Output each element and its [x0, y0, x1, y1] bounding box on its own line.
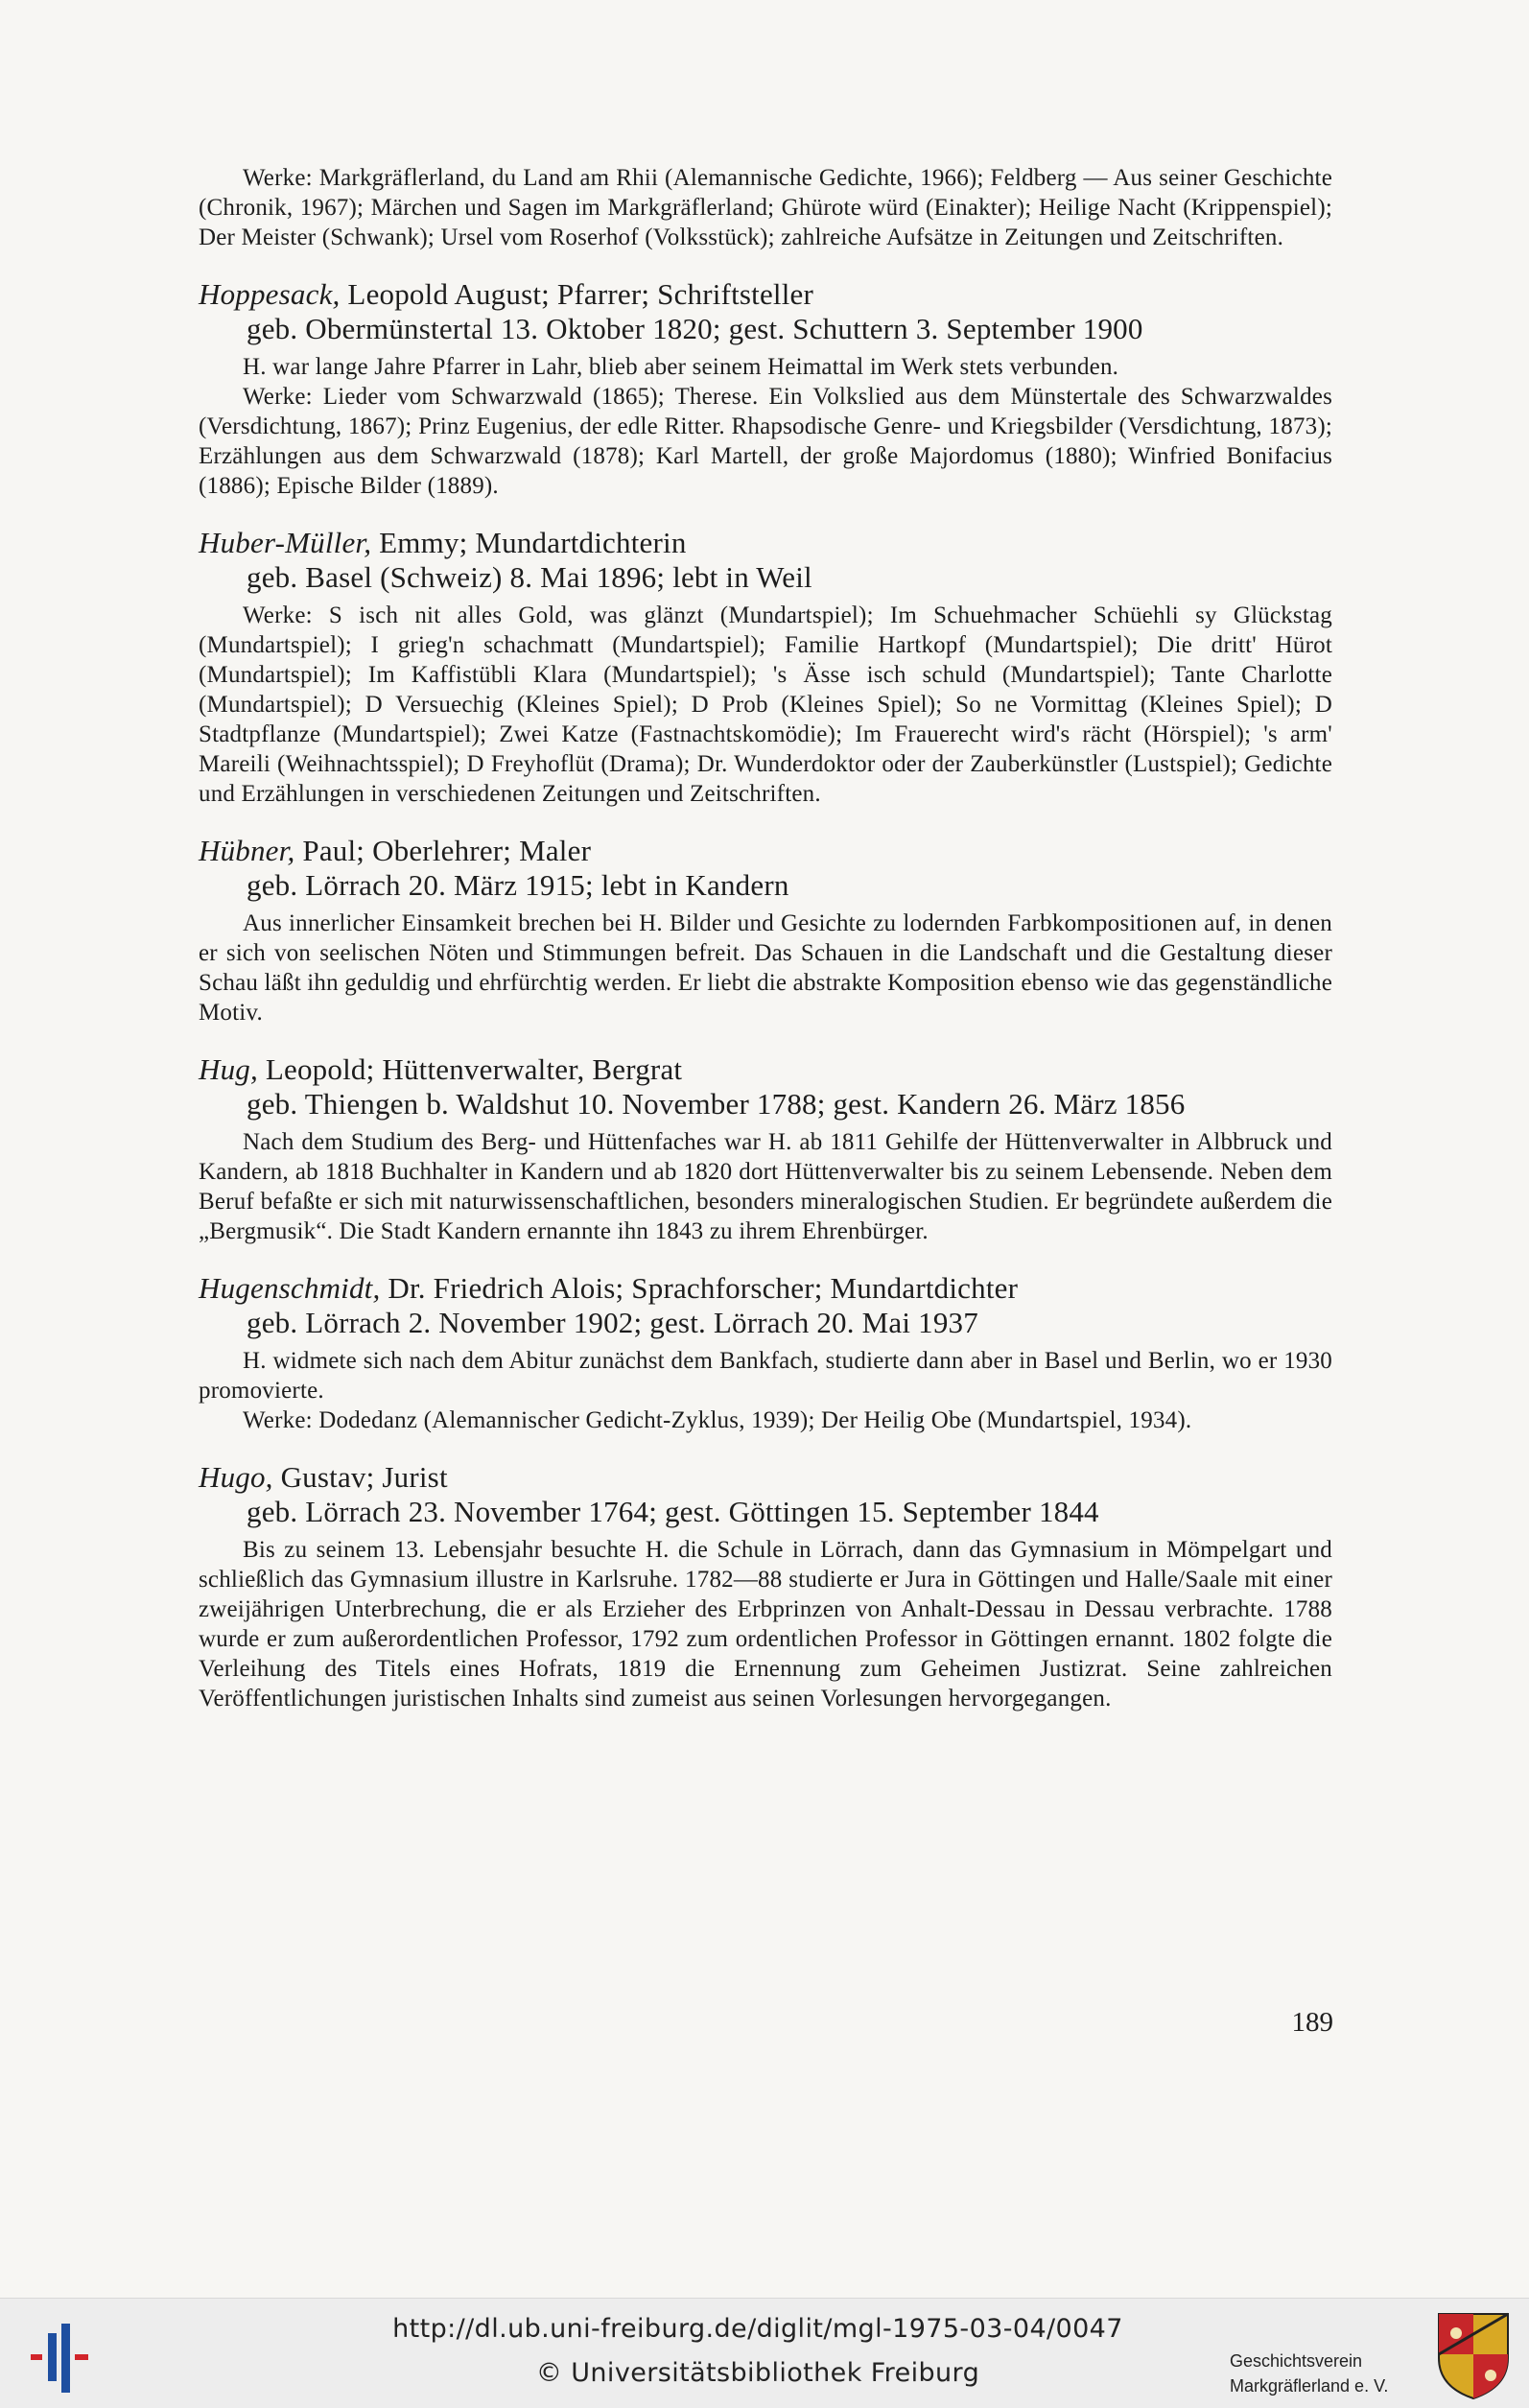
entry-paragraph: H. war lange Jahre Pfarrer in Lahr, blieb aber seinem Heimattal im Werk stets verbunden.: [243, 354, 1119, 380]
entry-heading: [199, 526, 1332, 560]
biography-entry: [199, 277, 1332, 501]
entry-dates: geb. Thiengen b. Waldshut 10. November 1788; gest. Kandern 26. März 1856: [247, 1087, 1186, 1121]
opening-entry: [199, 163, 1332, 252]
entry-name-role: Leopold; Hüttenverwalter, Bergrat: [257, 1052, 683, 1086]
society-name-line2: Markgräflerland e. V.: [1230, 2376, 1389, 2396]
entry-paragraph: Werke: Lieder vom Schwarzwald (1865); Therese. Ein Volkslied aus dem Münstertale des Schwarzwaldes (Versdichtung, 1867); Prinz Eugenius, der edle Ritter. Rhapsodische Genre- und Kriegsbilder (Versdichtung, 1873); Erzählungen aus dem Schwarzwald (1878); Karl Martell, der große Majordomus (1880); Winfried Bonifacius (1886); Epische Bilder (1889).: [199, 384, 1332, 499]
entry-paragraph: Werke: Dodedanz (Alemannischer Gedicht-Zyklus, 1939); Der Heilig Obe (Mundartspiel, 1934).: [243, 1407, 1192, 1433]
entry-paragraph: Nach dem Studium des Berg- und Hüttenfaches war H. ab 1811 Gehilfe der Hüttenverwalter in Albbruck und Kandern, ab 1818 Buchhalter in Kandern und ab 1820 dort Hüttenverwalter bis zu seinem Lebensende. Neben dem Beruf befaßte er sich mit naturwissenschaftlichen, besonders mineralogischen Studien. Er begründete außerdem die „Bergmusik“. Die Stadt Kandern ernannte ihn 1843 zu ihrem Ehrenbürger.: [199, 1129, 1332, 1244]
entry-name-role: Paul; Oberlehrer; Maler: [294, 834, 592, 867]
entry-heading: [199, 277, 1332, 312]
coat-of-arms-icon: [1435, 2310, 1512, 2400]
biography-entry: [199, 1052, 1332, 1246]
entry-name-role: Gustav; Jurist: [272, 1460, 448, 1494]
entry-paragraph: Aus innerlicher Einsamkeit brechen bei H. Bilder und Gesichte zu lodernden Farbkompositionen auf, in denen er sich von seelischen Nöten und Stimmungen befreit. Das Schauen in die Landschaft und die Gestaltung dieser Schau läßt ihn geduldig und ehrfürchtig werden. Er liebt die abstrakte Komposition ebenso wie das gegenständliche Motiv.: [199, 910, 1333, 1026]
entry-name-role: Dr. Friedrich Alois; Sprachforscher; Mundartdichter: [380, 1271, 1019, 1305]
entry-surname: Hugenschmidt,: [199, 1271, 381, 1305]
library-logo-icon: [29, 2320, 96, 2396]
copyright-notice: © Universitätsbibliothek Freiburg: [535, 2358, 980, 2388]
document-url-link[interactable]: http://dl.ub.uni-freiburg.de/diglit/mgl-1975-03-04/0047: [392, 2314, 1123, 2344]
entry-surname: Hug,: [199, 1052, 258, 1086]
page-content: [199, 163, 1332, 1738]
entry-paragraph: Werke: S isch nit alles Gold, was glänzt (Mundartspiel); Im Schuehmacher Schüehli sy Glückstag (Mundartspiel); I grieg'n schachmatt (Mundartspiel); Familie Hartkopf (Mundartspiel); Die dritt' Hürot (Mundartspiel); Im Kaffistübli Klara (Mundartspiel); 's Ässe isch schuld (Mundartspiel); Tante Charlotte (Mundartspiel); D Versuechig (Kleines Spiel); D Prob (Kleines Spiel); So ne Vormittag (Kleines Spiel); D Stadtpflanze (Mundartspiel); Zwei Katze (Fastnachtskomödie); Im Frauerecht wird's rächt (Hörspiel); 's arm' Mareili (Weihnachtsspiel); D Freyhoflüt (Drama); Dr. Wunderdoktor oder der Zauberkünstler (Lustspiel); Gedichte und Erzählungen in verschiedenen Zeitungen und Zeitschriften.: [199, 602, 1332, 807]
entry-paragraph: Werke: Markgräflerland, du Land am Rhii (Alemannische Gedichte, 1966); Feldberg — Aus seiner Geschichte (Chronik, 1967); Märchen und Sagen im Markgräflerland; Ghürote würd (Einakter); Heilige Nacht (Krippenspiel); Der Meister (Schwank); Ursel vom Roserhof (Volksstück); zahlreiche Aufsätze in Zeitungen und Zeitschriften.: [199, 165, 1332, 250]
entry-heading: [199, 1460, 1332, 1495]
entry-dates: geb. Obermünstertal 13. Oktober 1820; gest. Schuttern 3. September 1900: [247, 312, 1143, 345]
biography-entry: [199, 526, 1332, 809]
entry-surname: Hübner,: [199, 834, 295, 867]
biography-entry: [199, 834, 1332, 1027]
entry-heading: [199, 1052, 1332, 1087]
entry-dates: geb. Lörrach 20. März 1915; lebt in Kandern: [247, 868, 789, 902]
entry-name-role: Emmy; Mundartdichterin: [371, 526, 687, 559]
society-name: [1230, 2349, 1388, 2398]
entry-surname: Hugo,: [199, 1460, 273, 1494]
viewer-footer: [0, 2298, 1529, 2408]
biography-entry: [199, 1460, 1332, 1713]
biography-entry: [199, 1271, 1332, 1435]
entry-dates: geb. Lörrach 2. November 1902; gest. Lörrach 20. Mai 1937: [247, 1306, 978, 1339]
page-number: 189: [1291, 2007, 1333, 2038]
society-name-line1: Geschichtsverein: [1230, 2351, 1363, 2371]
entry-dates: geb. Lörrach 23. November 1764; gest. Göttingen 15. September 1844: [247, 1495, 1099, 1528]
entry-paragraph: H. widmete sich nach dem Abitur zunächst dem Bankfach, studierte dann aber in Basel und Berlin, wo er 1930 promovierte.: [199, 1348, 1332, 1404]
entry-name-role: Leopold August; Pfarrer; Schriftsteller: [340, 277, 814, 311]
entry-heading: [199, 1271, 1332, 1306]
entry-paragraph: Bis zu seinem 13. Lebensjahr besuchte H. die Schule in Lörrach, dann das Gymnasium in Mömpelgart und schließlich das Gymnasium illustre in Karlsruhe. 1782—88 studierte er Jura in Göttingen und Halle/Saale mit einer zweijährigen Unterbrechung, die er als Erzieher des Erbprinzen von Anhalt-Dessau in Dessau verbrachte. 1788 wurde er zum außerordentlichen Professor, 1792 zum ordentlichen Professor in Göttingen ernannt. 1802 folgte die Verleihung des Titels eines Hofrats, 1819 die Ernennung zum Geheimen Justizrat. Seine zahlreichen Veröffentlichungen juristischen Inhalts sind zumeist aus seinen Vorlesungen hervorgegangen.: [199, 1537, 1332, 1712]
entry-dates: geb. Basel (Schweiz) 8. Mai 1896; lebt in Weil: [247, 560, 812, 594]
entry-surname: Huber-Müller,: [199, 526, 372, 559]
entry-heading: [199, 834, 1332, 868]
entry-surname: Hoppesack,: [199, 277, 341, 311]
